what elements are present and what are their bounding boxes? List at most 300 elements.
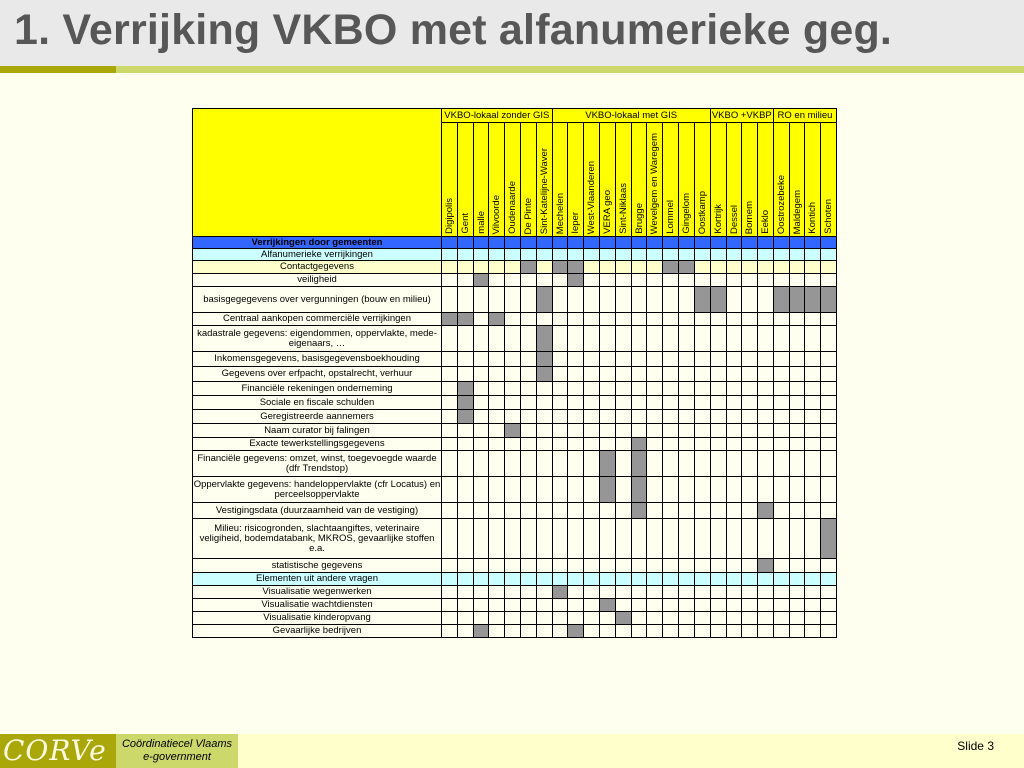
grid-cell (615, 396, 631, 410)
grid-cell (520, 625, 536, 638)
grid-cell (584, 612, 600, 625)
grid-cell (821, 438, 837, 451)
grid-cell (505, 599, 521, 612)
grid-cell (742, 410, 758, 424)
grid-cell (600, 287, 616, 313)
grid-cell (520, 451, 536, 477)
logo-text: CORVe (3, 734, 107, 767)
marked-cell (631, 451, 647, 477)
grid-cell (805, 559, 821, 573)
grid-cell (568, 451, 584, 477)
grid-cell (679, 586, 695, 599)
grid-cell (663, 237, 679, 249)
table-row (193, 237, 837, 249)
grid-cell (600, 274, 616, 287)
grid-cell (663, 438, 679, 451)
row-label: Vestigingsdata (duurzaamheid van de vestiging) (193, 503, 442, 519)
grid-cell (615, 586, 631, 599)
grid-cell (742, 503, 758, 519)
grid-cell (710, 274, 726, 287)
grid-cell (821, 599, 837, 612)
marked-cell (773, 287, 789, 313)
marked-cell (536, 287, 552, 313)
grid-cell (568, 367, 584, 382)
grid-cell (584, 477, 600, 503)
grid-cell (600, 352, 616, 367)
table-row (193, 451, 837, 477)
grid-cell (457, 519, 473, 559)
marked-cell (600, 477, 616, 503)
grid-cell (742, 274, 758, 287)
municipality-name: Sint-Katelijne-Waver (538, 147, 550, 234)
row-label: kadastrale gegevens: eigendommen, oppervlakte, mede-eigenaars, … (193, 326, 442, 352)
grid-cell (710, 438, 726, 451)
grid-cell (758, 367, 774, 382)
grid-cell (568, 352, 584, 367)
grid-cell (552, 396, 568, 410)
grid-cell (789, 382, 805, 396)
municipality-name: Maldegem (791, 189, 803, 234)
grid-cell (726, 477, 742, 503)
grid-cell (615, 382, 631, 396)
grid-cell (473, 612, 489, 625)
grid-cell (615, 326, 631, 352)
grid-cell (457, 326, 473, 352)
municipality-header (536, 123, 552, 237)
grid-cell (631, 367, 647, 382)
grid-cell (789, 625, 805, 638)
grid-cell (789, 261, 805, 274)
municipality-name: Gent (459, 213, 471, 234)
grid-cell (789, 559, 805, 573)
grid-cell (473, 382, 489, 396)
grid-cell (726, 287, 742, 313)
row-label: Verrijkingen door gemeenten (193, 237, 442, 249)
grid-cell (615, 477, 631, 503)
grid-cell (663, 313, 679, 326)
municipality-name: Kortrijk (712, 204, 724, 234)
grid-cell (536, 274, 552, 287)
grid-cell (663, 599, 679, 612)
grid-cell (615, 519, 631, 559)
grid-cell (505, 586, 521, 599)
grid-cell (584, 573, 600, 586)
grid-cell (552, 287, 568, 313)
grid-cell (568, 249, 584, 261)
municipality-name: Kontich (807, 202, 819, 234)
municipality-header (615, 123, 631, 237)
grid-cell (457, 261, 473, 274)
grid-cell (520, 519, 536, 559)
grid-cell (647, 249, 663, 261)
grid-cell (758, 326, 774, 352)
grid-cell (694, 438, 710, 451)
row-label: Geregistreerde aannemers (193, 410, 442, 424)
marked-cell (600, 599, 616, 612)
grid-cell (600, 438, 616, 451)
grid-cell (520, 424, 536, 438)
header-corner (193, 109, 442, 237)
grid-cell (568, 424, 584, 438)
grid-cell (600, 326, 616, 352)
grid-cell (442, 396, 458, 410)
grid-cell (584, 287, 600, 313)
grid-cell (584, 586, 600, 599)
grid-cell (505, 612, 521, 625)
grid-cell (489, 410, 505, 424)
marked-cell (710, 287, 726, 313)
grid-cell (773, 599, 789, 612)
grid-cell (758, 599, 774, 612)
grid-cell (647, 367, 663, 382)
grid-cell (584, 382, 600, 396)
grid-cell (726, 573, 742, 586)
grid-cell (520, 287, 536, 313)
grid-cell (600, 396, 616, 410)
grid-cell (600, 382, 616, 396)
marked-cell (631, 477, 647, 503)
grid-cell (615, 367, 631, 382)
table-row (193, 438, 837, 451)
grid-cell (584, 352, 600, 367)
grid-cell (631, 625, 647, 638)
table-row (193, 559, 837, 573)
row-label: Visualisatie wegenwerken (193, 586, 442, 599)
grid-cell (679, 424, 695, 438)
grid-cell (773, 477, 789, 503)
grid-cell (773, 274, 789, 287)
grid-cell (615, 261, 631, 274)
grid-cell (694, 586, 710, 599)
grid-cell (663, 326, 679, 352)
grid-cell (663, 396, 679, 410)
grid-cell (457, 274, 473, 287)
grid-cell (520, 438, 536, 451)
grid-cell (568, 410, 584, 424)
row-label: Alfanumerieke verrijkingen (193, 249, 442, 261)
grid-cell (821, 477, 837, 503)
grid-cell (742, 438, 758, 451)
municipality-header (805, 123, 821, 237)
marked-cell (821, 287, 837, 313)
grid-cell (457, 573, 473, 586)
grid-cell (821, 352, 837, 367)
marked-cell (600, 451, 616, 477)
grid-cell (663, 573, 679, 586)
grid-cell (805, 352, 821, 367)
grid-cell (789, 438, 805, 451)
municipality-header (694, 123, 710, 237)
table-row (193, 477, 837, 503)
grid-cell (473, 237, 489, 249)
grid-cell (520, 559, 536, 573)
grid-cell (473, 326, 489, 352)
grid-cell (647, 326, 663, 352)
grid-cell (726, 352, 742, 367)
grid-cell (789, 451, 805, 477)
municipality-header (821, 123, 837, 237)
grid-cell (568, 313, 584, 326)
municipality-name: Lommel (665, 200, 677, 234)
grid-cell (505, 261, 521, 274)
grid-cell (758, 396, 774, 410)
grid-cell (758, 519, 774, 559)
grid-cell (473, 519, 489, 559)
municipality-name: Mechelen (554, 192, 566, 234)
grid-cell (710, 503, 726, 519)
grid-cell (821, 424, 837, 438)
grid-cell (821, 503, 837, 519)
verrijking-table-wrap (192, 108, 836, 643)
municipality-header (505, 123, 521, 237)
grid-cell (789, 326, 805, 352)
grid-cell (647, 396, 663, 410)
grid-cell (742, 477, 758, 503)
grid-cell (726, 451, 742, 477)
grid-cell (758, 424, 774, 438)
grid-cell (584, 274, 600, 287)
marked-cell (457, 382, 473, 396)
grid-cell (694, 477, 710, 503)
grid-cell (473, 367, 489, 382)
grid-cell (789, 274, 805, 287)
grid-cell (489, 503, 505, 519)
grid-cell (552, 612, 568, 625)
grid-cell (568, 559, 584, 573)
grid-cell (457, 451, 473, 477)
grid-cell (789, 396, 805, 410)
grid-cell (631, 313, 647, 326)
grid-cell (663, 559, 679, 573)
grid-cell (742, 261, 758, 274)
grid-cell (663, 519, 679, 559)
grid-cell (473, 313, 489, 326)
grid-cell (473, 559, 489, 573)
grid-cell (726, 382, 742, 396)
grid-cell (789, 367, 805, 382)
grid-cell (679, 367, 695, 382)
grid-cell (442, 573, 458, 586)
grid-cell (694, 396, 710, 410)
grid-cell (742, 367, 758, 382)
grid-cell (442, 438, 458, 451)
grid-cell (536, 573, 552, 586)
grid-cell (631, 382, 647, 396)
grid-cell (457, 612, 473, 625)
grid-cell (805, 326, 821, 352)
marked-cell (758, 559, 774, 573)
grid-cell (773, 503, 789, 519)
grid-cell (647, 612, 663, 625)
grid-cell (615, 249, 631, 261)
org-name-line2: e-government (143, 751, 211, 763)
grid-cell (710, 313, 726, 326)
grid-cell (647, 274, 663, 287)
grid-cell (821, 586, 837, 599)
grid-cell (552, 519, 568, 559)
grid-cell (742, 599, 758, 612)
grid-cell (805, 625, 821, 638)
table-row (193, 410, 837, 424)
grid-cell (615, 237, 631, 249)
marked-cell (536, 326, 552, 352)
grid-cell (694, 274, 710, 287)
grid-cell (489, 382, 505, 396)
grid-cell (631, 410, 647, 424)
marked-cell (679, 261, 695, 274)
grid-cell (489, 249, 505, 261)
grid-cell (584, 599, 600, 612)
table-row (193, 274, 837, 287)
grid-cell (805, 237, 821, 249)
marked-cell (489, 313, 505, 326)
grid-cell (457, 287, 473, 313)
row-label: basisgegegevens over vergunningen (bouw en milieu) (193, 287, 442, 313)
grid-cell (631, 261, 647, 274)
grid-cell (773, 352, 789, 367)
grid-cell (726, 503, 742, 519)
grid-cell (647, 625, 663, 638)
grid-cell (726, 326, 742, 352)
marked-cell (631, 438, 647, 451)
grid-cell (631, 586, 647, 599)
grid-cell (758, 313, 774, 326)
grid-cell (489, 477, 505, 503)
grid-cell (473, 503, 489, 519)
grid-cell (679, 451, 695, 477)
grid-cell (552, 382, 568, 396)
marked-cell (568, 261, 584, 274)
grid-cell (552, 451, 568, 477)
grid-cell (663, 451, 679, 477)
table-row (193, 367, 837, 382)
grid-cell (615, 573, 631, 586)
grid-cell (805, 396, 821, 410)
table-row (193, 313, 837, 326)
grid-cell (520, 503, 536, 519)
grid-cell (679, 410, 695, 424)
grid-cell (679, 612, 695, 625)
row-label: Gegevens over erfpacht, opstalrecht, verhuur (193, 367, 442, 382)
grid-cell (568, 519, 584, 559)
grid-cell (489, 559, 505, 573)
grid-cell (679, 382, 695, 396)
grid-cell (758, 352, 774, 367)
grid-cell (821, 573, 837, 586)
grid-cell (505, 625, 521, 638)
grid-cell (568, 438, 584, 451)
grid-cell (615, 599, 631, 612)
table-row (193, 352, 837, 367)
grid-cell (631, 352, 647, 367)
grid-cell (726, 237, 742, 249)
marked-cell (805, 287, 821, 313)
grid-cell (442, 424, 458, 438)
grid-cell (679, 313, 695, 326)
grid-cell (647, 438, 663, 451)
grid-cell (742, 612, 758, 625)
grid-cell (694, 503, 710, 519)
grid-cell (773, 313, 789, 326)
grid-cell (726, 396, 742, 410)
grid-cell (442, 287, 458, 313)
grid-cell (710, 612, 726, 625)
org-name-line1: Coördinatiecel Vlaams (121, 738, 233, 750)
grid-cell (600, 410, 616, 424)
grid-cell (552, 599, 568, 612)
slide-number: Slide 3 (957, 739, 994, 753)
title-rule-light (116, 66, 1024, 73)
grid-cell (742, 424, 758, 438)
grid-cell (789, 313, 805, 326)
grid-cell (647, 519, 663, 559)
marked-cell (694, 287, 710, 313)
grid-cell (489, 599, 505, 612)
grid-cell (520, 352, 536, 367)
grid-cell (742, 352, 758, 367)
grid-cell (552, 559, 568, 573)
municipality-name: West-Vlaanderen (586, 160, 598, 234)
grid-cell (520, 396, 536, 410)
grid-cell (694, 559, 710, 573)
grid-cell (758, 382, 774, 396)
grid-cell (647, 586, 663, 599)
table-row (193, 625, 837, 638)
grid-cell (600, 586, 616, 599)
row-label: Visualisatie kinderopvang (193, 612, 442, 625)
municipality-header (568, 123, 584, 237)
municipality-header (773, 123, 789, 237)
marked-cell (457, 313, 473, 326)
grid-cell (663, 287, 679, 313)
row-label: statistische gegevens (193, 559, 442, 573)
municipality-header (679, 123, 695, 237)
grid-cell (773, 625, 789, 638)
grid-cell (505, 287, 521, 313)
grid-cell (600, 313, 616, 326)
grid-cell (726, 559, 742, 573)
marked-cell (615, 612, 631, 625)
row-label: Milieu: risicogronden, slachtaangiftes, veterinaire veligiheid, bodemdatabank, MKROS, gevaarlijke stoffen e.a. (193, 519, 442, 559)
municipality-header (789, 123, 805, 237)
grid-cell (631, 559, 647, 573)
municipality-header (647, 123, 663, 237)
grid-cell (568, 477, 584, 503)
grid-cell (442, 451, 458, 477)
grid-cell (457, 559, 473, 573)
municipality-header (584, 123, 600, 237)
grid-cell (663, 477, 679, 503)
grid-cell (758, 573, 774, 586)
grid-cell (568, 396, 584, 410)
grid-cell (568, 287, 584, 313)
grid-cell (631, 326, 647, 352)
grid-cell (821, 313, 837, 326)
grid-cell (679, 599, 695, 612)
grid-cell (536, 451, 552, 477)
grid-cell (805, 477, 821, 503)
marked-cell (536, 352, 552, 367)
grid-cell (647, 382, 663, 396)
grid-cell (694, 261, 710, 274)
grid-cell (694, 625, 710, 638)
grid-cell (584, 326, 600, 352)
municipality-name: Ieper (570, 212, 582, 234)
grid-cell (442, 559, 458, 573)
grid-cell (600, 612, 616, 625)
grid-cell (805, 519, 821, 559)
grid-cell (758, 451, 774, 477)
